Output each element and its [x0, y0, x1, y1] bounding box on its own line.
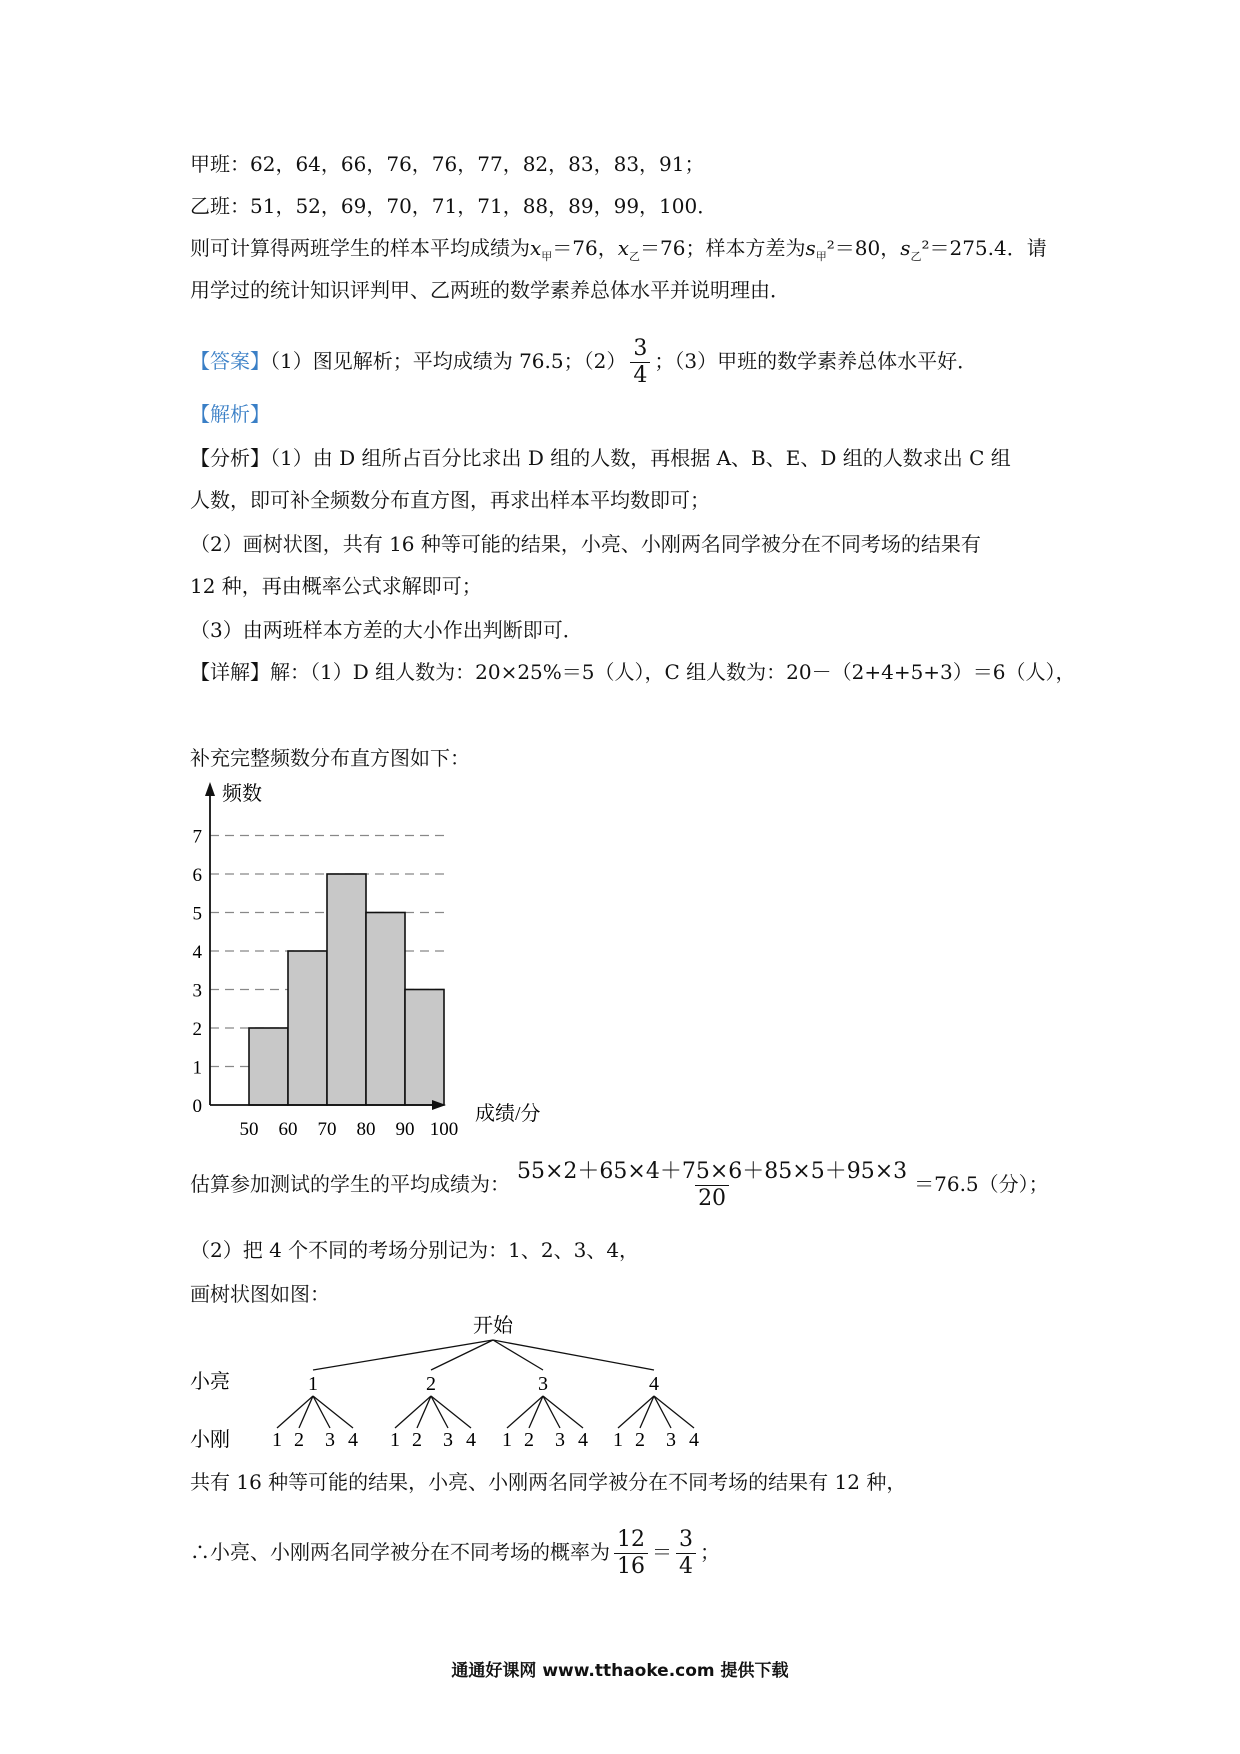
tree-edge [431, 1396, 448, 1428]
x-tick-label: 50 [239, 1119, 259, 1140]
x-jia: x [530, 236, 542, 260]
x-tick-label: 80 [356, 1119, 376, 1140]
estimate-line [190, 1152, 1049, 1216]
fraction-12-16 [614, 1527, 648, 1580]
sub-jia: 甲 [541, 250, 553, 263]
x-yi: x [617, 236, 630, 260]
analysis-line: 12 种，再由概率公式求解即可； [190, 574, 482, 598]
histogram-bar [327, 874, 366, 1105]
tree-node-level2: 3 [666, 1429, 676, 1451]
question-line: 用学过的统计知识评判甲、乙两班的数学素养总体水平并说明理由． [190, 278, 790, 302]
sample-stats-line [190, 234, 1047, 271]
tree-node-level2: 1 [272, 1429, 282, 1451]
y-tick-label: 6 [192, 865, 202, 886]
tree-edge [618, 1396, 654, 1428]
analysis-tag: 【解析】 [190, 402, 270, 426]
analysis-line: （2）画树状图，共有 16 种等可能的结果，小亮、小刚两名同学被分在不同考场的结果有 [190, 532, 981, 556]
tree-node-level2: 3 [555, 1429, 565, 1451]
tree-node-level2: 4 [466, 1429, 476, 1451]
numerator: 3 [679, 1527, 693, 1552]
tree-edge [395, 1396, 431, 1428]
x-axis-label: 成绩/分 [475, 1103, 541, 1125]
analysis-line: 人数，即可补全频数分布直方图，再求出样本平均数即可； [190, 488, 710, 512]
conclusion-line: 共有 16 种等可能的结果，小亮、小刚两名同学被分在不同考场的结果有 12 种， [190, 1470, 907, 1494]
x-tick-label: 70 [317, 1119, 337, 1140]
histogram-bar [288, 951, 327, 1105]
y-tick-label: 2 [192, 1019, 202, 1040]
histogram-bar [405, 990, 444, 1106]
y-tick-label: 1 [192, 1057, 202, 1079]
tree-edge [431, 1340, 493, 1370]
tree-edge [277, 1396, 313, 1428]
sub-yi: 乙 [629, 250, 641, 263]
tree-node-level1: 3 [538, 1373, 548, 1395]
fraction-3-4 [676, 1527, 696, 1580]
denominator: 4 [676, 1553, 696, 1580]
tree-edge [417, 1396, 431, 1428]
answer-text1: （1）图见解析；平均成绩为 76.5；（2） [270, 349, 627, 373]
tree-edge [507, 1396, 543, 1428]
tree-node-level2: 2 [294, 1429, 304, 1451]
tree-node-level2: 1 [502, 1429, 512, 1451]
tree-edge [313, 1340, 493, 1370]
numerator: 12 [617, 1527, 645, 1552]
histogram-bar [249, 1028, 288, 1105]
probability-text: ∴小亮、小刚两名同学被分在不同考场的概率为 [190, 1540, 610, 1564]
mean-numerator: 55×2＋65×4＋75×6＋85×5＋95×3 [517, 1159, 908, 1184]
answer-text2: ；（3）甲班的数学素养总体水平好． [654, 349, 978, 373]
tree-edge [654, 1396, 694, 1428]
tree-edge [431, 1396, 471, 1428]
part2-line: （2）把 4 个不同的考场分别记为：1、2、3、4， [190, 1238, 640, 1262]
estimate-text: 估算参加测试的学生的平均成绩为： [190, 1172, 510, 1196]
tree-edge [299, 1396, 313, 1428]
tree-edge [543, 1396, 583, 1428]
y-tick-label: 5 [192, 903, 202, 925]
sub-s-jia: 甲 [815, 250, 827, 263]
class-yi-scores: 乙班：51，52，69，70，71，71，88，89，99，100． [190, 194, 718, 218]
tree-node-level2: 2 [524, 1429, 534, 1451]
fraction-numerator: 3 [633, 336, 648, 361]
tree-edge [654, 1396, 671, 1428]
tree-node-level2: 1 [390, 1429, 400, 1451]
tree-node-level2: 3 [325, 1429, 335, 1451]
s-yi: s [900, 236, 911, 260]
text: ＝76， [552, 236, 618, 260]
fraction [630, 336, 650, 389]
equals: ＝ [652, 1540, 672, 1564]
tree-row1-label: 小亮 [190, 1371, 230, 1393]
tree-edge [543, 1396, 560, 1428]
tree-node-level1: 2 [426, 1373, 436, 1395]
x-tick-label: 60 [278, 1119, 298, 1140]
tree-node-level1: 1 [308, 1373, 318, 1395]
tree-edge [313, 1396, 353, 1428]
s-jia: s [805, 236, 816, 260]
class-jia-scores: 甲班：62，64，66，76，76，77，82，83，83，91； [190, 152, 705, 176]
tree-node-level2: 3 [443, 1429, 453, 1451]
fraction-denominator: 4 [630, 362, 650, 389]
mean-denominator: 20 [695, 1185, 729, 1212]
text: ＝76；样本方差为 [640, 236, 806, 260]
footer-text: 通通好课网 www.tthaoke.com 提供下载 [451, 1661, 789, 1681]
tree-node-level2: 2 [635, 1429, 645, 1451]
sub-s-yi: 乙 [910, 250, 922, 263]
tree-node-level2: 4 [689, 1429, 699, 1451]
denominator: 16 [614, 1553, 648, 1580]
estimate-result: ＝76.5（分）； [914, 1172, 1049, 1196]
part2-line: 画树状图如图： [190, 1282, 330, 1306]
tree-edge [529, 1396, 543, 1428]
text: ²＝80， [826, 236, 901, 260]
tree-node-level2: 4 [578, 1429, 588, 1451]
text: ²＝275.4．请 [921, 236, 1047, 260]
tree-edge [313, 1396, 330, 1428]
analysis-line: （3）由两班样本方差的大小作出判断即可． [190, 618, 583, 642]
y-tick-label: 0 [192, 1096, 202, 1117]
tree-root: 开始 [473, 1315, 513, 1337]
y-tick-label: 4 [192, 942, 202, 963]
text: 则可计算得两班学生的样本平均成绩为 [190, 236, 530, 260]
tree-node-level2: 1 [613, 1429, 623, 1451]
probability-line [190, 1520, 720, 1584]
histogram-intro: 补充完整频数分布直方图如下： [190, 746, 470, 770]
answer-line [190, 332, 977, 390]
y-axis-arrow [205, 782, 215, 796]
x-tick-label: 90 [395, 1119, 415, 1140]
mean-fraction [514, 1159, 910, 1212]
histogram-chart [180, 770, 560, 1140]
tree-node-level2: 4 [348, 1429, 358, 1451]
analysis-line: 【分析】（1）由 D 组所占百分比求出 D 组的人数，再根据 A、B、E、D 组的人数求出 C 组 [190, 446, 1011, 470]
tree-diagram [180, 1300, 720, 1460]
tree-node-level1: 4 [649, 1373, 659, 1395]
tree-node-level2: 2 [412, 1429, 422, 1451]
y-tick-label: 3 [192, 980, 202, 1002]
tree-edge [640, 1396, 654, 1428]
end-mark: ； [700, 1540, 720, 1564]
answer-tag: 【答案】 [190, 349, 270, 373]
y-axis-label: 频数 [222, 781, 262, 805]
tree-row2-label: 小刚 [190, 1429, 230, 1451]
detail-line: 【详解】解：（1）D 组人数为：20×25%＝5（人），C 组人数为：20－（2+4+5+3）＝6（人）， [190, 660, 1076, 684]
histogram-bar [366, 913, 405, 1106]
y-tick-label: 7 [192, 826, 202, 848]
x-tick-label: 100 [429, 1119, 459, 1140]
